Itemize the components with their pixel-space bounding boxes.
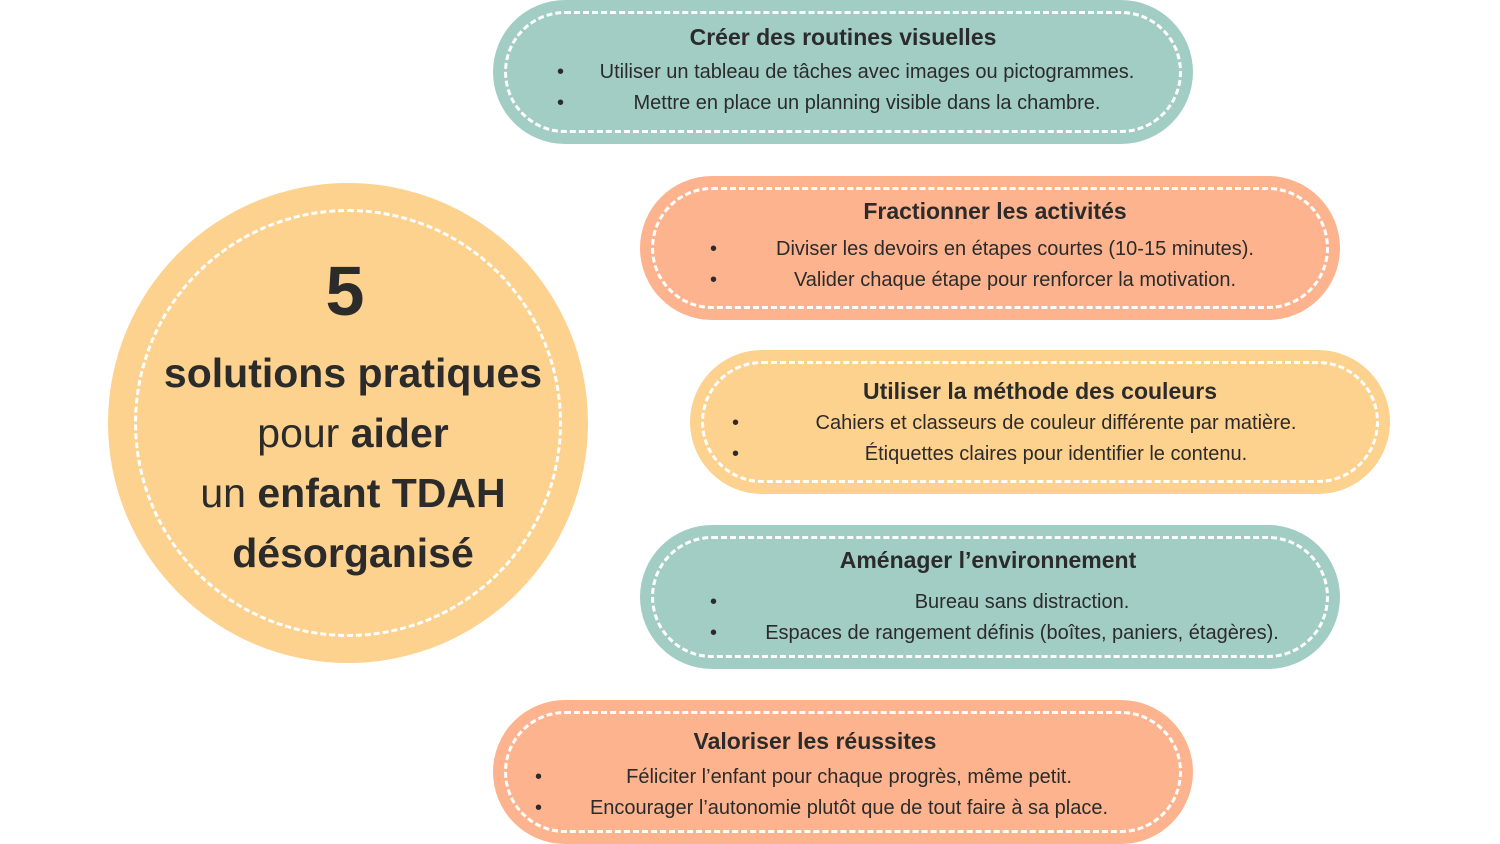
solution-title: Fractionner les activités — [863, 198, 1127, 224]
title-text — [108, 343, 598, 583]
bullet: • — [535, 797, 543, 819]
solution-list — [551, 57, 1163, 119]
title-line-3 — [108, 463, 598, 523]
solution-title: Aménager l’environnement — [839, 547, 1137, 573]
list-item — [535, 762, 1143, 793]
list-item — [535, 793, 1143, 824]
bullet: • — [535, 766, 543, 788]
solution-card-activities — [640, 176, 1340, 320]
title-line-2-bold: aider — [350, 410, 449, 456]
list-item-text: Étiquettes claires pour identifier le contenu. — [864, 443, 1248, 465]
list-item-text: Mettre en place un planning visible dans la chambre. — [633, 92, 1101, 114]
list-item-text: Utiliser un tableau de tâches avec images ou pictogrammes. — [599, 61, 1135, 83]
bullet: • — [710, 622, 718, 644]
list-item — [551, 57, 1163, 88]
solution-list — [710, 587, 1314, 649]
title-line-4-bold: désorganisé — [232, 530, 474, 576]
list-item — [732, 439, 1360, 470]
list-item — [732, 408, 1360, 439]
list-item-text: Féliciter l’enfant pour chaque progrès, même petit. — [626, 766, 1072, 788]
solution-title: Créer des routines visuelles — [689, 24, 997, 50]
bullet: • — [732, 412, 740, 434]
list-item-text: Espaces de rangement définis (boîtes, paniers, étagères). — [765, 622, 1279, 644]
title-line-4 — [108, 523, 598, 583]
bullet: • — [557, 61, 565, 83]
solution-list — [732, 408, 1360, 470]
title-line-3-normal: un — [200, 470, 258, 516]
bullet: • — [710, 591, 718, 613]
list-item — [710, 587, 1314, 618]
list-item — [710, 234, 1300, 265]
list-item-text: Encourager l’autonomie plutôt que de tout faire à sa place. — [589, 797, 1109, 819]
list-item-text: Cahiers et classeurs de couleur différente par matière. — [815, 412, 1297, 434]
title-circle — [108, 183, 588, 663]
title-line-1 — [108, 343, 598, 403]
solution-list — [710, 234, 1300, 296]
solution-card-colors — [690, 350, 1390, 494]
bullet: • — [557, 92, 565, 114]
title-line-2 — [108, 403, 598, 463]
title-line-2-normal: pour — [257, 410, 351, 456]
list-item-text: Valider chaque étape pour renforcer la motivation. — [793, 269, 1237, 291]
list-item — [710, 265, 1300, 296]
solutions-count: 5 — [325, 252, 365, 330]
list-item-text: Diviser les devoirs en étapes courtes (10-15 minutes). — [776, 238, 1254, 260]
bullet: • — [710, 269, 718, 291]
solution-list — [535, 762, 1143, 824]
solution-card-routines — [493, 0, 1193, 144]
solution-title: Valoriser les réussites — [693, 728, 937, 754]
bullet: • — [732, 443, 740, 465]
solution-card-successes — [493, 700, 1193, 844]
bullet: • — [710, 238, 718, 260]
title-line-1-bold: solutions pratiques — [163, 350, 543, 396]
solution-title: Utiliser la méthode des couleurs — [862, 378, 1218, 404]
list-item — [710, 618, 1314, 649]
list-item-text: Bureau sans distraction. — [914, 591, 1130, 613]
title-line-3-bold: enfant TDAH — [257, 470, 506, 516]
solution-card-environment — [640, 525, 1340, 669]
list-item — [551, 88, 1163, 119]
